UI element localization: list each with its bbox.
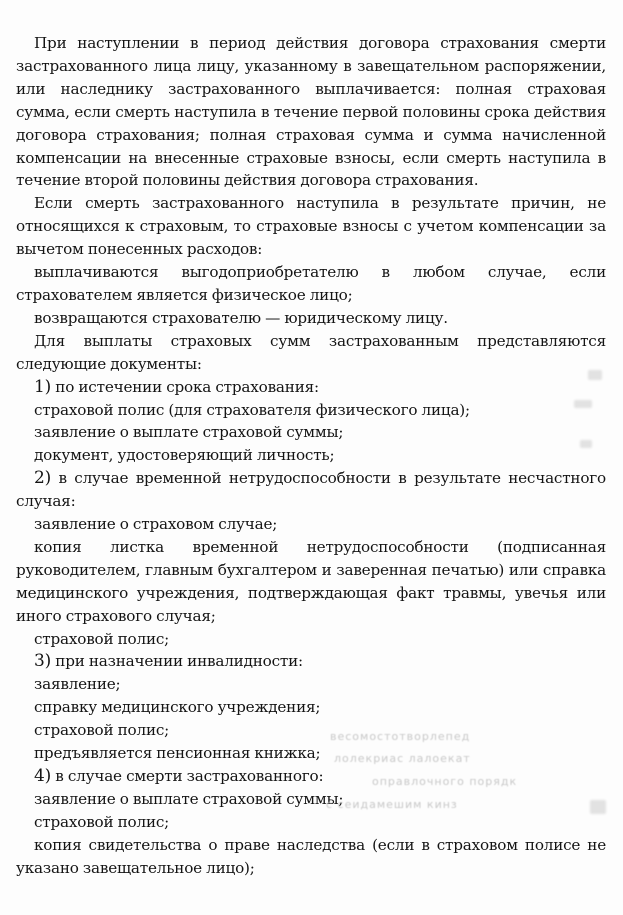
list-item-text: в случае смерти застрахованного: [51,767,324,785]
scan-speck [580,440,592,448]
list-item: страховой полис; [34,721,170,740]
list-item: справку медицинского учреждения; [34,698,321,717]
scan-speck [574,400,592,408]
scan-speck [590,800,606,814]
paragraph-returned-to-legal-entity: возвращаются страхователю — юридическому лицу. [34,308,448,327]
list-item: копия свидетельства о праве наследства (если в страховом полисе не указано завещательное лицо); [16,835,606,877]
paragraph-paid-to-beneficiary: выплачиваются выгодоприобретателю в любом случае, если страхователем является физическое лицо; [16,263,606,304]
list-item-4-header [16,765,606,788]
bleed-through-text: с сеидамешим кинз [326,798,458,811]
list-item: предъявляется пенсионная книжка; [34,744,321,763]
document-body [16,32,606,880]
list-item: заявление о выплате страховой суммы; [34,789,344,808]
list-item: страховой полис (для страхователя физического лица); [34,400,470,419]
list-item: копия листка временной нетрудоспособности (подписанная руководителем, главным бухгалтером и заверенная печатью) или справка медицинского учреждения, подтверждающая факт травмы, увечья или иного страхового случая; [16,537,606,625]
list-item-text: в случае временной нетрудоспособности в результате несчастного случая: [16,469,606,511]
list-item: заявление о выплате страховой суммы; [34,423,344,442]
paragraph-death-payout: При наступлении в период действия договора страхования смерти застрахованного лица лицу, указанному в завещательном распоряжении, или наследнику застрахованного выплачивается: полная страховая сумма, если смерть наступила в течение первой половины срока действия договора страхования; полная страховая сумма и сумма начисленной компенсации на внесенные страховые взносы, если смерть наступила в течение второй половины действия договора страхования. [16,34,606,190]
list-item-text: по истечении срока страхования: [51,377,319,396]
list-number-4: 4) [34,766,52,786]
list-item: заявление; [34,675,121,694]
list-item-text: при назначении инвалидности: [51,652,303,671]
bleed-through-text: оправлочного порядк [372,775,518,788]
list-item: заявление о страховом случае; [34,515,278,534]
paragraph-non-insured-causes: Если смерть застрахованного наступила в результате причин, не относящихся к страховым, то страховые взносы с учетом компенсации за вычетом понесенных расходов: [16,194,606,259]
list-number-2: 2) [34,468,52,489]
list-item: документ, удостоверяющий личность; [34,446,335,465]
list-item-1-header [16,376,606,399]
list-item-2-header [16,467,606,513]
list-item-3-header [16,650,606,673]
bleed-through-text: весомостотворлепед [330,730,471,743]
list-number-3: 3) [34,651,52,672]
list-item: страховой полис; [34,629,170,648]
scan-speck [588,370,602,380]
bleed-through-text: лолекриас лалоекат [334,752,471,765]
list-item: страховой полис; [34,812,170,831]
paragraph-documents-intro: Для выплаты страховых сумм застрахованным представляются следующие документы: [16,331,606,373]
list-number-1: 1) [34,376,52,397]
